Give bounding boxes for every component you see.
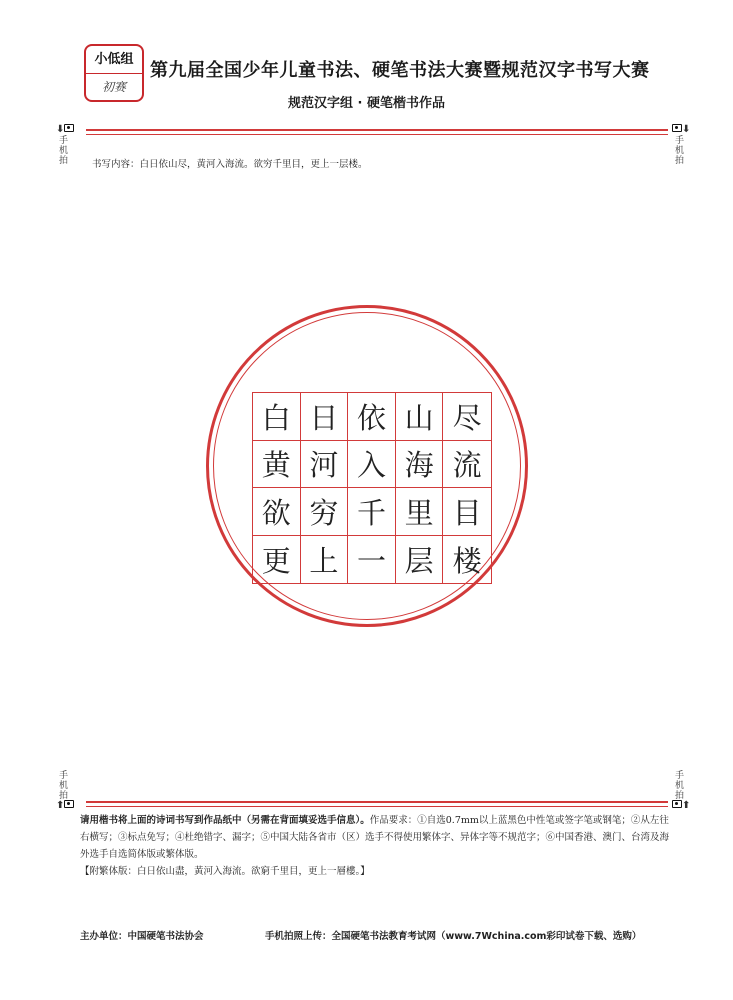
writing-content xyxy=(92,156,368,170)
grid-cell: 山 xyxy=(396,393,444,441)
side-label-text: 手机拍 xyxy=(673,135,683,165)
grid-cell: 穷 xyxy=(301,488,349,536)
badge-group-label: 小低组 xyxy=(86,46,142,74)
upload-info-text: 手机拍照上传：全国硬笔书法教育考试网（www.7Wchina.com彩印试卷下载、选购） xyxy=(265,931,642,942)
camera-icon xyxy=(672,800,682,808)
side-label-text: 手机拍 xyxy=(57,135,67,165)
requirements-list: 作品要求：①自选0.7mm以上蓝黑色中性笔或签字笔或钢笔；②从左往右横写；③标点免写；④杜绝错字、漏字；⑤中国大陆各省市（区）选手不得使用繁体字、异体字等不规范字；⑥中国香港、澳门、台湾及海外选手自选简体版或繁体版。 xyxy=(80,815,670,860)
page-subtitle: 规范汉字组 · 硬笔楷书作品 xyxy=(288,96,445,111)
camera-icon xyxy=(672,124,682,132)
grid-cell: 黄 xyxy=(253,441,301,489)
top-divider xyxy=(86,129,668,135)
up-arrow-icon: ⬆ xyxy=(682,800,691,811)
grid-cell: 上 xyxy=(301,536,349,584)
grid-cell: 楼 xyxy=(452,543,482,578)
writing-content-label: 书写内容： xyxy=(92,159,140,170)
side-label-bottom-left xyxy=(56,770,74,811)
grid-cell: 依 xyxy=(348,393,396,441)
writing-content-text: 白日依山尽，黄河入海流。欲穷千里目，更上一层楼。 xyxy=(139,159,368,170)
grid-cell: 白 xyxy=(253,393,301,441)
down-arrow-icon: ⬇ xyxy=(682,124,691,135)
bottom-divider xyxy=(86,801,668,807)
requirements-block xyxy=(80,812,670,880)
up-arrow-icon: ⬆ xyxy=(56,800,65,811)
character-grid xyxy=(252,392,492,584)
grid-cell: 层 xyxy=(396,536,444,584)
grid-cell: 尽 xyxy=(443,393,491,441)
page-title: 第九届全国少年儿童书法、硬笔书法大赛暨规范汉字书写大赛 xyxy=(150,60,650,81)
grid-cell: 一 xyxy=(348,536,396,584)
side-label-top-right xyxy=(672,124,690,165)
traditional-version-note: 【附繁体版：白日依山盡，黃河入海流。欲窮千里目，更上一層樓。】 xyxy=(80,866,370,877)
grid-cell: 河 xyxy=(301,441,349,489)
grid-cell: 海 xyxy=(396,441,444,489)
down-arrow-icon: ⬇ xyxy=(56,124,65,135)
grid-cell: 千 xyxy=(348,488,396,536)
grid-cell: 入 xyxy=(348,441,396,489)
requirements-intro: 请用楷书将上面的诗词书写到作品纸中（另需在背面填妥选手信息）。 xyxy=(80,815,370,826)
grid-cell: 流 xyxy=(443,441,491,489)
side-label-bottom-right xyxy=(672,770,690,811)
side-label-text: 手机拍 xyxy=(57,770,67,800)
organizer-text: 主办单位：中国硬笔书法协会 xyxy=(80,931,204,942)
side-label-top-left xyxy=(56,124,74,165)
camera-icon xyxy=(64,124,74,132)
grid-cell: 日 xyxy=(301,393,349,441)
grid-cell: 目 xyxy=(443,488,491,536)
camera-icon xyxy=(64,800,74,808)
side-label-text: 手机拍 xyxy=(673,770,683,800)
grid-cell: 里 xyxy=(396,488,444,536)
grid-cell: 欲 xyxy=(253,488,301,536)
grid-cell: 更 xyxy=(253,536,301,584)
badge-round-label: 初赛 xyxy=(101,80,126,94)
